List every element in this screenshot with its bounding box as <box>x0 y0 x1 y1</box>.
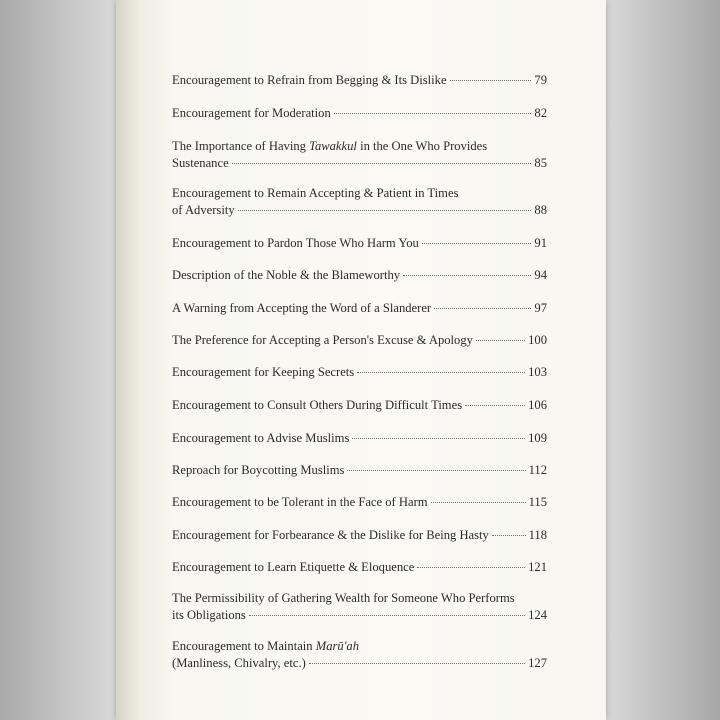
toc-entry-line <box>172 300 547 317</box>
toc-entry-title <box>172 638 359 655</box>
toc-entry <box>172 590 547 624</box>
toc-entry-title <box>172 430 349 447</box>
toc-entry <box>172 105 547 122</box>
toc-entry-title <box>172 105 331 122</box>
dot-leader <box>450 80 532 81</box>
dot-leader <box>465 405 525 406</box>
toc-entry <box>172 300 547 317</box>
toc-entry-line <box>172 235 547 252</box>
toc-entry <box>172 72 547 89</box>
page-number: 91 <box>534 236 547 250</box>
dot-leader <box>431 502 526 503</box>
toc-title-text: of Adversity <box>172 203 235 217</box>
toc-entry-line <box>172 267 547 284</box>
page-number: 127 <box>528 656 547 670</box>
toc-title-text: The Permissibility of Gathering Wealth for Someone Who Performs <box>172 591 515 605</box>
toc-title-text: The Importance of Having <box>172 139 310 153</box>
toc-entry-line <box>172 590 547 607</box>
toc-entry-line <box>172 155 547 172</box>
toc-entry <box>172 430 547 447</box>
dot-leader <box>357 372 525 373</box>
dot-leader <box>476 340 525 341</box>
toc-entry <box>172 559 547 576</box>
toc-entry-line <box>172 138 547 155</box>
dot-leader <box>334 113 532 114</box>
toc-entry-title <box>172 155 229 172</box>
dot-leader <box>434 308 531 309</box>
toc-entry-title <box>172 185 458 202</box>
toc-title-text: Encouragement to Pardon Those Who Harm You <box>172 236 419 250</box>
dot-leader <box>422 243 532 244</box>
toc-title-text: Encouragement for Forbearance & the Dislike for Being Hasty <box>172 528 489 542</box>
toc-title-text: Encouragement for Moderation <box>172 106 331 120</box>
toc-entry <box>172 638 547 672</box>
toc-title-text: in the One Who Provides <box>356 139 488 153</box>
toc-entry-title <box>172 607 246 624</box>
toc-entry-title <box>172 138 487 155</box>
toc-entry <box>172 267 547 284</box>
toc-entry <box>172 235 547 252</box>
toc-entry-line <box>172 462 547 479</box>
toc-entry-line <box>172 607 547 624</box>
toc-entry-line <box>172 185 547 202</box>
dot-leader <box>417 567 525 568</box>
page-number: 97 <box>534 301 547 315</box>
page-number: 118 <box>528 528 547 542</box>
page-number: 109 <box>528 431 547 445</box>
toc-title-text: Encouragement to Refrain from Begging & Its Dislike <box>172 73 447 87</box>
toc-title-text: Encouragement to Remain Accepting & Patient in Times <box>172 186 459 200</box>
toc-entry-title <box>172 559 414 576</box>
toc-entry <box>172 462 547 479</box>
toc-title-text: Encouragement for Keeping Secrets <box>172 365 355 379</box>
toc-entry-line <box>172 527 547 544</box>
dot-leader <box>492 535 526 536</box>
toc-entry-line <box>172 364 547 381</box>
page-number: 106 <box>528 398 547 412</box>
toc-entry-title <box>172 527 489 544</box>
dot-leader <box>309 663 525 664</box>
toc-entry-line <box>172 332 547 349</box>
toc-entry-title <box>172 267 400 284</box>
toc-entry-line <box>172 430 547 447</box>
dot-leader <box>352 438 525 439</box>
dot-leader <box>403 275 531 276</box>
toc-title-text: Sustenance <box>172 156 229 170</box>
page-number: 82 <box>534 106 547 120</box>
toc-title-text: Encouragement to Consult Others During Difficult Times <box>172 398 463 412</box>
page-number: 115 <box>528 495 547 509</box>
dot-leader <box>249 615 525 616</box>
toc-entry-title <box>172 300 431 317</box>
toc-title-text: Encouragement to Maintain <box>172 639 316 653</box>
toc-entry <box>172 364 547 381</box>
toc-title-italic-term: Tawakkul <box>309 139 357 153</box>
page-number: 100 <box>528 333 547 347</box>
dot-leader <box>238 210 532 211</box>
toc-entry-line <box>172 559 547 576</box>
page-number: 88 <box>534 203 547 217</box>
toc-entry-title <box>172 235 419 252</box>
toc-title-text: Encouragement to be Tolerant in the Face of Harm <box>172 495 428 509</box>
toc-title-text: The Preference for Accepting a Person's Excuse & Apology <box>172 333 473 347</box>
page-number: 85 <box>534 156 547 170</box>
toc-entry-title <box>172 590 515 607</box>
toc-entry-title <box>172 202 235 219</box>
page-number: 112 <box>528 463 547 477</box>
toc-entry-line <box>172 494 547 511</box>
toc-entry-line <box>172 655 547 672</box>
toc-entry <box>172 494 547 511</box>
toc-entry <box>172 138 547 172</box>
toc-entry-title <box>172 397 462 414</box>
toc-title-text: Encouragement to Advise Muslims <box>172 431 350 445</box>
toc-entry-title <box>172 462 344 479</box>
toc-entry-line <box>172 202 547 219</box>
page-number: 103 <box>528 365 547 379</box>
toc-title-text: Encouragement to Learn Etiquette & Eloquence <box>172 560 415 574</box>
toc-entry-title <box>172 655 306 672</box>
page-number: 124 <box>528 608 547 622</box>
toc-entry-line <box>172 397 547 414</box>
toc-title-text: (Manliness, Chivalry, etc.) <box>172 656 306 670</box>
toc-title-text: A Warning from Accepting the Word of a Slanderer <box>172 301 432 315</box>
book-page <box>116 0 606 720</box>
page-number: 79 <box>534 73 547 87</box>
toc-entry-line <box>172 638 547 655</box>
page-number: 94 <box>534 268 547 282</box>
toc-entry <box>172 527 547 544</box>
toc-entry-title <box>172 72 447 89</box>
toc-title-text: Description of the Noble & the Blameworthy <box>172 268 401 282</box>
dot-leader <box>347 470 525 471</box>
toc-entry-line <box>172 105 547 122</box>
dot-leader <box>232 163 532 164</box>
toc-entry <box>172 185 547 219</box>
toc-entry <box>172 332 547 349</box>
toc-entry <box>172 397 547 414</box>
toc-title-text: its Obligations <box>172 608 246 622</box>
toc-title-text: Reproach for Boycotting Muslims <box>172 463 345 477</box>
page-number: 121 <box>528 560 547 574</box>
toc-entry-title <box>172 364 354 381</box>
toc-entry-title <box>172 332 473 349</box>
toc-title-italic-term: Marū'ah <box>315 639 360 653</box>
toc-entry-line <box>172 72 547 89</box>
toc-entry-title <box>172 494 428 511</box>
